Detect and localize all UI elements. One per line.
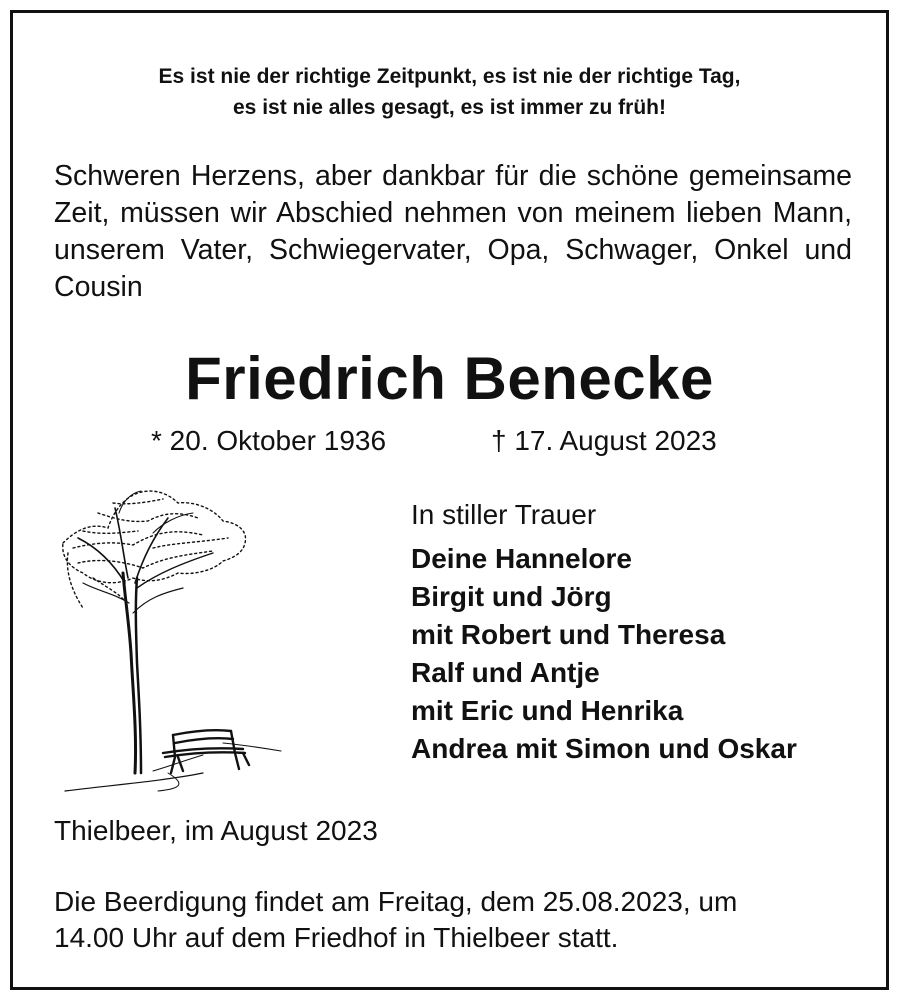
funeral-line-1: Die Beerdigung findet am Freitag, dem 25.08.2023, um <box>54 886 738 917</box>
obituary-frame <box>10 10 889 990</box>
mourner-line: Andrea mit Simon und Oskar <box>411 733 797 764</box>
funeral-notice <box>54 884 854 956</box>
motto-line-1: Es ist nie der richtige Zeitpunkt, es ist nie der richtige Tag, <box>158 65 741 88</box>
motto-line-2: es ist nie alles gesagt, es ist immer zu früh! <box>233 96 666 119</box>
deceased-name: Friedrich Benecke <box>185 345 714 412</box>
mourners-heading: In stiller Trauer <box>411 499 597 530</box>
motto <box>13 61 886 123</box>
mourner-line: mit Robert und Theresa <box>411 619 726 650</box>
birth-date: * 20. Oktober 1936 <box>151 425 387 456</box>
intro-text: Schweren Herzens, aber dankbar für die schöne gemeinsame Zeit, müssen wir Abschied nehmen von meinem lieben Mann, unserem Vater, Schwiegervater, Opa, Schwager, Onkel und Cousin <box>54 160 852 303</box>
mourner-line: Deine Hannelore <box>411 543 632 574</box>
mourner-line: Ralf und Antje <box>411 657 600 688</box>
mourner-line: Birgit und Jörg <box>411 581 612 612</box>
tree-and-bench-icon <box>53 473 283 803</box>
mourner-line: mit Eric und Henrika <box>411 695 684 726</box>
mourners-block <box>411 496 797 768</box>
place-and-date: Thielbeer, im August 2023 <box>54 815 378 846</box>
funeral-line-2: 14.00 Uhr auf dem Friedhof in Thielbeer statt. <box>54 922 619 953</box>
death-date: † 17. August 2023 <box>491 425 717 456</box>
